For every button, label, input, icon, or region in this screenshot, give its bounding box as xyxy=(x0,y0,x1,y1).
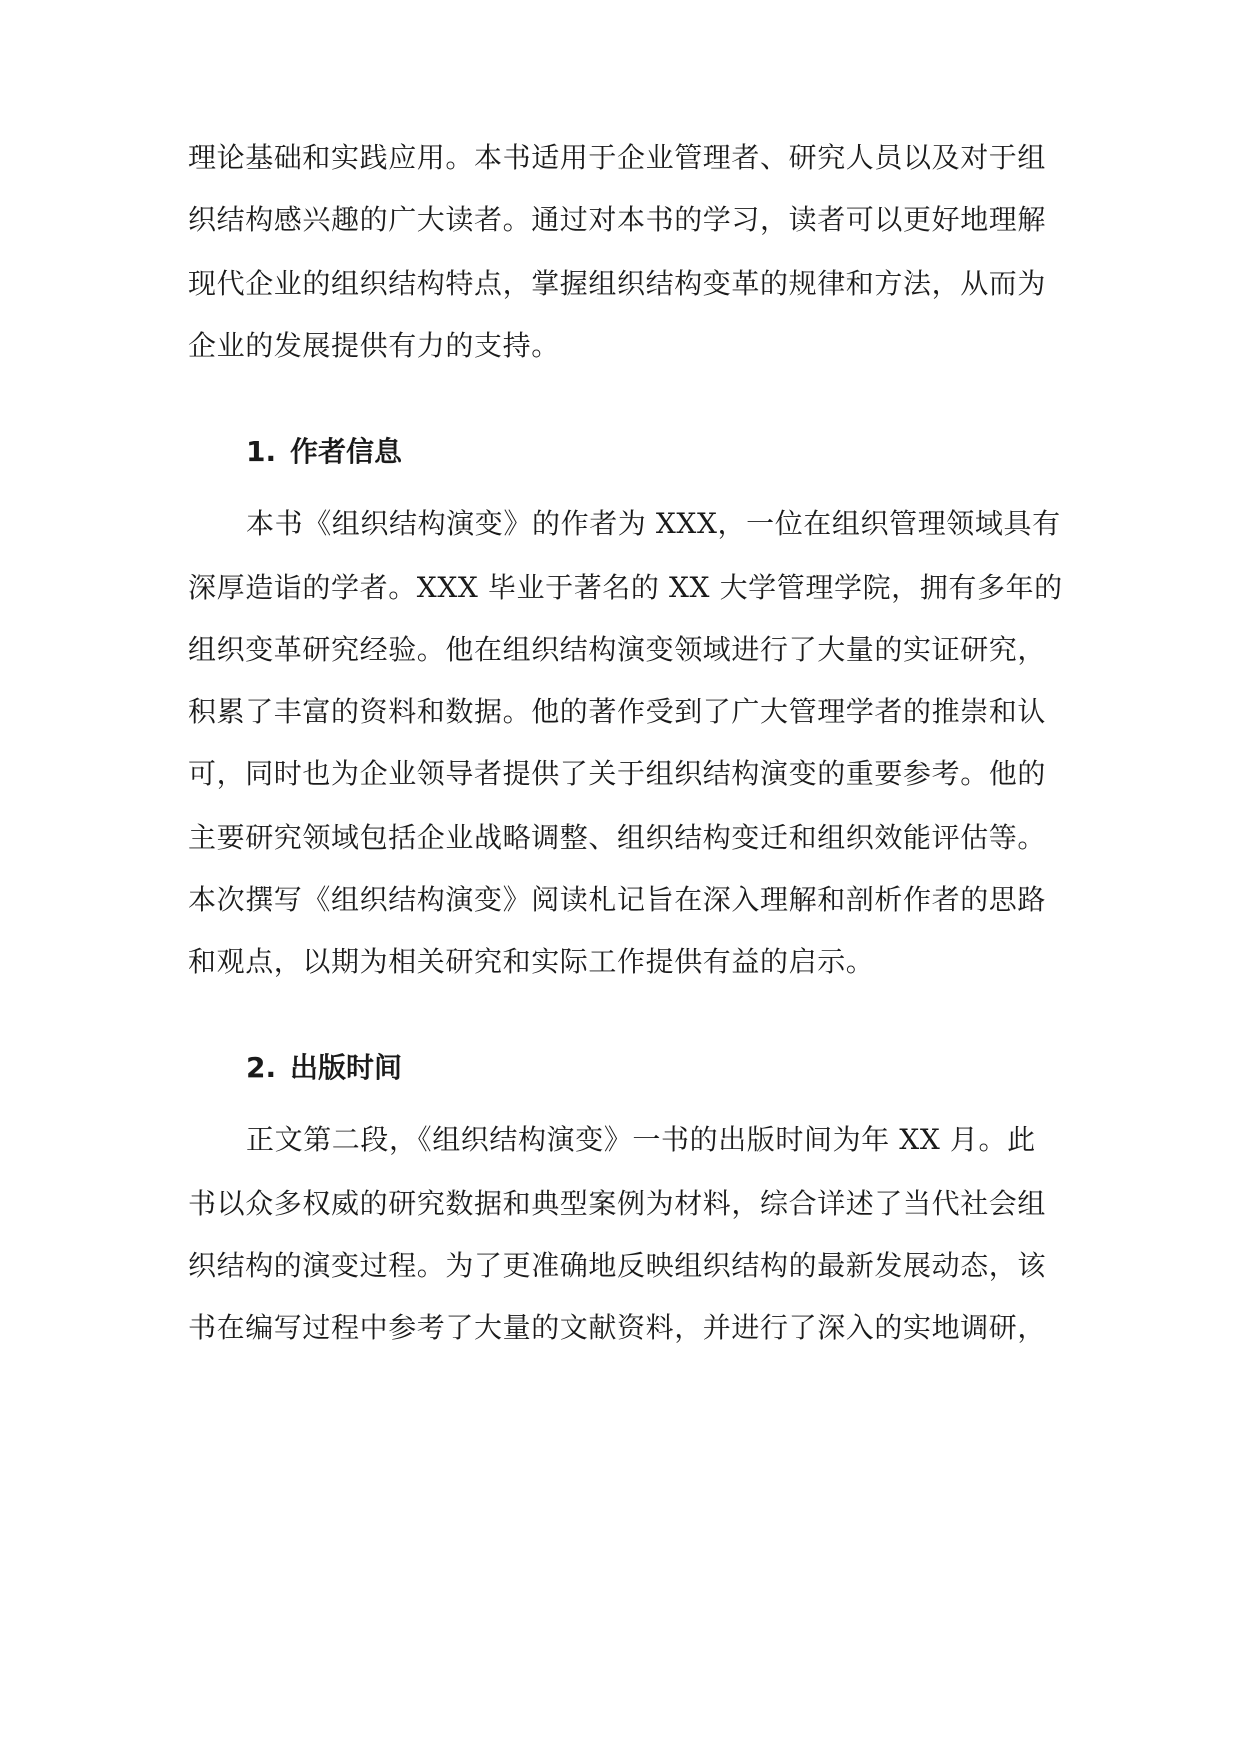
section-1-line-4: 积累了丰富的资料和数据。他的著作受到了广大管理学者的推崇和认 xyxy=(188,695,1047,728)
section-1-line-1: 本书《组织结构演变》的作者为 XXX，一位在组织管理领域具有 xyxy=(246,507,1061,540)
intro-line-4: 企业的发展提供有力的支持。 xyxy=(188,329,560,362)
section-1-heading xyxy=(246,432,402,472)
intro-line-2: 织结构感兴趣的广大读者。通过对本书的学习，读者可以更好地理解 xyxy=(188,203,1047,236)
intro-line-1: 理论基础和实践应用。本书适用于企业管理者、研究人员以及对于组 xyxy=(188,141,1047,174)
section-1-line-3: 组织变革研究经验。他在组织结构演变领域进行了大量的实证研究， xyxy=(188,633,1047,666)
section-2-line-1: 正文第二段，《组织结构演变》一书的出版时间为年 XX 月。此 xyxy=(246,1123,1036,1156)
section-1-number: 1. xyxy=(246,435,277,468)
section-1-line-5: 可，同时也为企业领导者提供了关于组织结构演变的重要参考。他的 xyxy=(188,757,1047,790)
section-2-line-2: 书以众多权威的研究数据和典型案例为材料，综合详述了当代社会组 xyxy=(188,1187,1047,1220)
section-1-line-6: 主要研究领域包括企业战略调整、组织结构变迁和组织效能评估等。 xyxy=(188,821,1047,854)
section-1-line-8: 和观点，以期为相关研究和实际工作提供有益的启示。 xyxy=(188,945,875,978)
intro-line-3: 现代企业的组织结构特点，掌握组织结构变革的规律和方法，从而为 xyxy=(188,267,1047,300)
section-2-title: 出版时间 xyxy=(290,1051,403,1084)
section-2-line-4: 书在编写过程中参考了大量的文献资料，并进行了深入的实地调研， xyxy=(188,1311,1047,1344)
section-1-title: 作者信息 xyxy=(290,435,403,468)
section-1-line-2: 深厚造诣的学者。XXX 毕业于著名的 XX 大学管理学院，拥有多年的 xyxy=(188,571,1063,604)
section-1-line-7: 本次撰写《组织结构演变》阅读札记旨在深入理解和剖析作者的思路 xyxy=(188,883,1047,916)
section-2-heading xyxy=(246,1048,402,1088)
section-2-line-3: 织结构的演变过程。为了更准确地反映组织结构的最新发展动态，该 xyxy=(188,1249,1047,1282)
section-2-number: 2. xyxy=(246,1051,277,1084)
